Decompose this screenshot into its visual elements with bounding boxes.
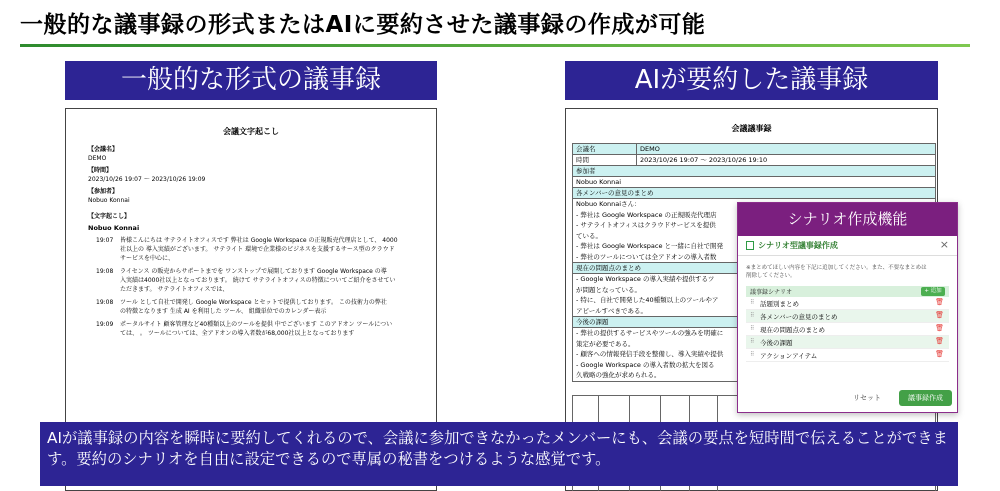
scenario-item-label: 現在の問題点のまとめ <box>760 326 825 334</box>
entry-time: 19:08 <box>96 268 114 275</box>
scenario-item[interactable] <box>746 297 949 310</box>
summary-line: Nobuo Konnaiさん： <box>576 200 641 208</box>
summary-line: - サテライトオフィスはクラウドサービスを提供 <box>576 221 716 229</box>
trash-icon[interactable]: 🗑 <box>935 298 944 306</box>
summary-line: 久戦略の強化が求められる。 <box>576 371 661 379</box>
meeting-fields <box>88 145 436 205</box>
right-banner: AIが要約した議事録 <box>565 61 938 100</box>
entry-line: ポータルサイト 顧客管理など40種類以上のツールを提供 中でございます このアドオン ツールについ <box>120 321 393 328</box>
entry-text <box>120 320 406 338</box>
slide-title: 一般的な議事録の形式またはAIに要約させた議事録の作成が可能 <box>20 12 706 38</box>
drag-handle-icon[interactable]: ⠿ <box>750 299 755 306</box>
table-row <box>573 166 936 177</box>
document-icon <box>746 241 754 250</box>
table-row <box>573 144 936 155</box>
entry-time: 19:08 <box>96 299 114 306</box>
summary-line: - 弊社の提供するサービスやツールの強みを明確に <box>576 329 724 337</box>
panel-title: シナリオ型議事録作成 <box>758 241 838 250</box>
summary-line: - 弊社のツールについては全アドオンの導入者数 <box>576 252 717 261</box>
panel-note <box>746 264 949 280</box>
entry-line: ツール として自社で開発し Google Workspace とセットで提供しております。 この技術力の弊社 <box>120 299 387 306</box>
close-icon[interactable]: × <box>939 238 949 251</box>
entry-line: 入実績は4000社以上となっております。 続けて サテライトオフィスの特徴についてご紹介をさせてい <box>120 277 396 284</box>
left-banner: 一般的な形式の議事録 <box>65 61 437 100</box>
add-button[interactable]: + 追加 <box>921 287 945 296</box>
table-cell: 各メンバーの意見のまとめ <box>573 188 936 199</box>
scenario-item[interactable] <box>746 349 949 362</box>
table-cell: 今後の課題 <box>573 317 936 328</box>
entry-time: 19:09 <box>96 321 114 328</box>
drag-handle-icon[interactable]: ⠿ <box>750 351 755 358</box>
scenario-item-label: アクションアイテム <box>760 352 818 360</box>
doc-title: 会議議事録 <box>731 124 772 133</box>
summary-line: - 顧客への情報発信手段を整備し、導入実績や提供 <box>576 350 724 358</box>
summary-line: - Google Workspace の導入実績や提供するツ <box>576 275 715 283</box>
transcript-entry <box>96 236 406 263</box>
list-header-label: 議事録シナリオ <box>750 289 792 296</box>
summary-line: - 特に、自社で開発した40種類以上のツールやア <box>576 296 719 304</box>
entry-line: 皆様こんにちは サテライトオフィスです 弊社は Google Workspace の正規販売代理店として、 4000 <box>120 237 398 244</box>
field-value: 2023/10/26 19:07 ～ 2023/10/26 19:09 <box>88 176 206 183</box>
scenario-item[interactable] <box>746 310 949 323</box>
field-label: 【会議名】 <box>88 146 119 153</box>
table-cell: 会議名 <box>573 144 637 155</box>
summary-line: - 弊社は Google Workspace と一緒に自社で開発 <box>576 242 724 250</box>
table-row <box>573 177 936 188</box>
scenario-item[interactable] <box>746 336 949 349</box>
field-value: Nobuo Konnai <box>88 197 130 204</box>
entry-line: ライセンス の販売からサポートまでを ワンストップで展開しております Google Workspace の導 <box>120 268 387 275</box>
scenario-banner: シナリオ作成機能 <box>738 203 957 236</box>
entry-time: 19:07 <box>96 237 114 244</box>
summary-line: - Google Workspace の導入者数の拡大を図る <box>576 360 715 369</box>
note-line: 削除してください。 <box>746 273 796 279</box>
field-value: DEMO <box>88 155 107 162</box>
summary-line: 策定が必要である。 <box>576 339 635 348</box>
entry-line: ては、 。 ツールについては、全アドオンの導入者数が68,000社以上となっております <box>120 330 355 337</box>
drag-handle-icon[interactable]: ⠿ <box>750 338 755 345</box>
scenario-item[interactable] <box>746 323 949 336</box>
transcript-entry <box>96 320 406 338</box>
transcript-entry <box>96 298 406 316</box>
doc-title: 会議文字起こし <box>223 127 279 136</box>
note-line: ※まとめてほしい内容を下記に追加してください。また、不要なまとめは <box>746 265 927 271</box>
entry-line: ただきます。 サテライトオフィスでは、 <box>120 286 229 293</box>
field-label: 【参加者】 <box>88 188 119 195</box>
transcript-entry <box>96 267 406 294</box>
transcript-label: 【文字起こし】 <box>88 213 131 220</box>
title-underline <box>20 44 970 47</box>
summary-line: - 弊社は Google Workspace の正規販売代理店 <box>576 210 717 219</box>
scenario-panel <box>737 202 958 413</box>
summary-line: ている。 <box>576 231 602 240</box>
table-cell: 時間 <box>573 155 637 166</box>
table-cell: 参加者 <box>573 166 936 177</box>
table-cell: 2023/10/26 19:07 ～ 2023/10/26 19:10 <box>637 155 936 166</box>
panel-header <box>738 236 957 256</box>
table-cell: 現在の問題点のまとめ <box>573 263 936 274</box>
scenario-item-label: 今後の課題 <box>760 339 793 347</box>
scenario-item-label: 各メンバーの意見のまとめ <box>760 313 838 321</box>
trash-icon[interactable]: 🗑 <box>935 324 944 332</box>
trash-icon[interactable]: 🗑 <box>935 311 944 319</box>
trash-icon[interactable]: 🗑 <box>935 350 944 358</box>
table-cell: Nobuo Konnai <box>573 177 936 188</box>
entry-text <box>120 267 406 294</box>
create-minutes-button[interactable]: 議事録作成 <box>899 390 952 406</box>
entry-line: 社以上の 導入実績がございます。 サテライト 環境で企業様のビジネスを支援するサース型のクラウド <box>120 246 395 253</box>
field-label: 【時間】 <box>88 167 113 174</box>
reset-button[interactable]: リセット <box>853 394 881 402</box>
speaker-name: Nobuo Konnai <box>88 224 140 232</box>
trash-icon[interactable]: 🗑 <box>935 337 944 345</box>
summary-line: アピールすべきである。 <box>576 306 647 315</box>
entry-text <box>120 298 406 316</box>
table-row <box>573 155 936 166</box>
scenario-list-header <box>746 286 949 297</box>
drag-handle-icon[interactable]: ⠿ <box>750 312 755 319</box>
drag-handle-icon[interactable]: ⠿ <box>750 325 755 332</box>
entry-line: サービスを中心に、 <box>120 255 175 262</box>
caption-box: AIが議事録の内容を瞬時に要約してくれるので、会議に参加できなかったメンバーにも、会議の要点を短時間で伝えることができます。要約のシナリオを自由に設定できるので専属の秘書をつけるような感覚です。 <box>40 422 958 486</box>
table-row <box>573 188 936 199</box>
entry-line: の特徴となります 生成 AI を利用した ツール、 組織単位でのカレンダー表示 <box>120 308 327 315</box>
entry-text <box>120 236 406 263</box>
scenario-item-label: 話題別まとめ <box>760 300 799 308</box>
summary-line: が問題となっている。 <box>576 285 641 294</box>
table-cell: DEMO <box>637 144 936 155</box>
